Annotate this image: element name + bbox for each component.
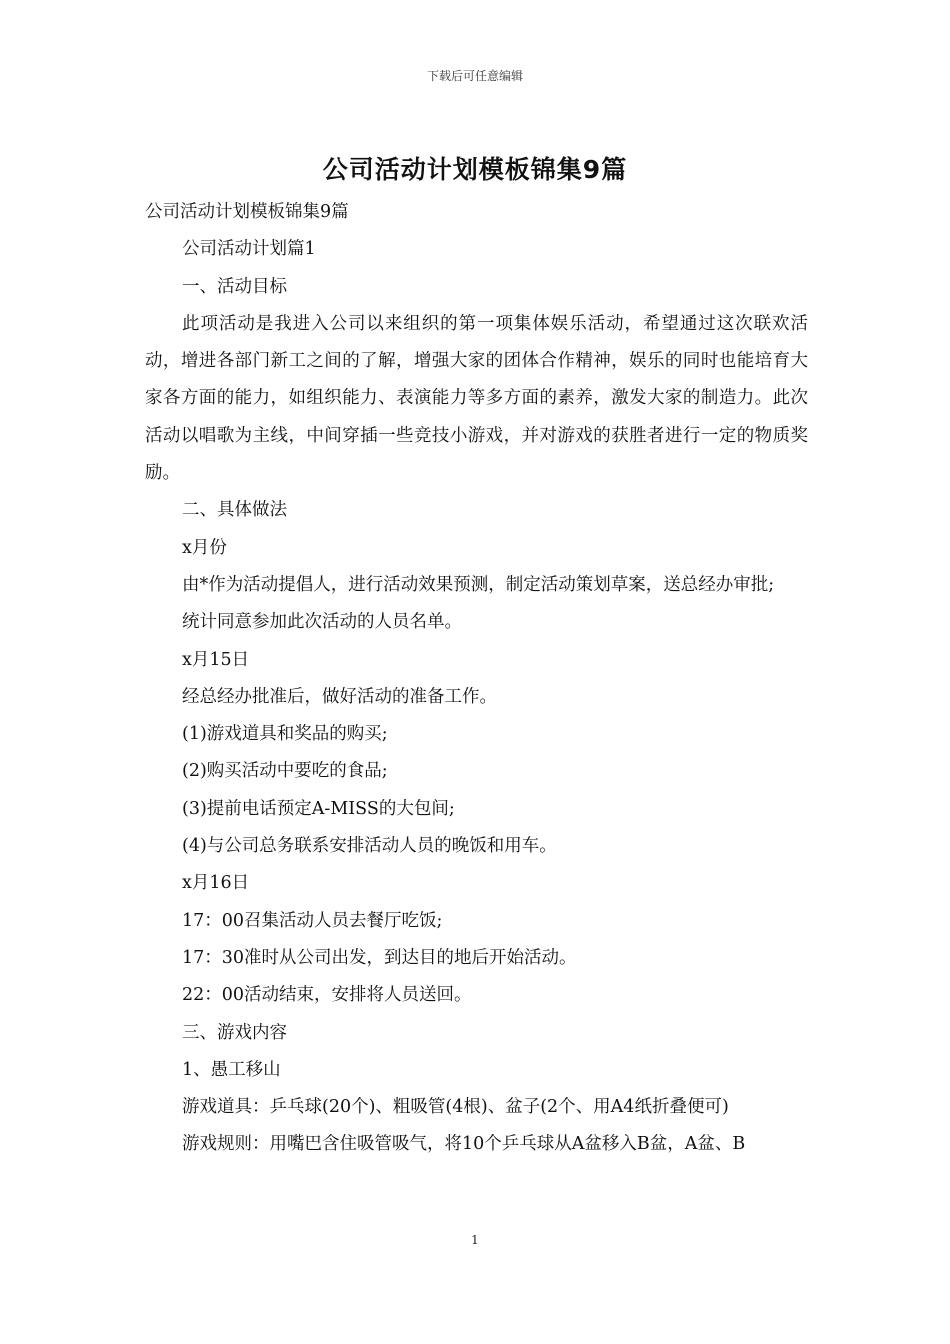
section-heading: 三、游戏内容 xyxy=(182,1022,287,1043)
paragraph: 17：00召集活动人员去餐厅吃饭; xyxy=(182,910,443,931)
section-heading: 一、活动目标 xyxy=(182,276,287,297)
list-item: (3)提前电话预定A-MISS的大包间; xyxy=(182,798,455,819)
paragraph: x月15日 xyxy=(182,649,250,670)
paragraph: 1、愚工移山 xyxy=(182,1059,281,1080)
paragraph: 公司活动计划模板锦集9篇 xyxy=(145,202,349,222)
paragraph: 17：30准时从公司出发，到达目的地后开始活动。 xyxy=(182,947,577,968)
paragraph: 此项活动是我进入公司以来组织的第一项集体娱乐活动，希望通过这次联欢活动，增进各部门新工之间的了解，增强大家的团体合作精神，娱乐的同时也能培育大家各方面的能力，如组织能力、表演能力等多方面的素养，激发大家的制造力。此次活动以唱歌为主线，中间穿插一些竞技小游戏，并对游戏的获胜者进行一定的物质奖励。 xyxy=(145,313,808,484)
paragraph: 22：00活动结束，安排将人员送回。 xyxy=(182,985,472,1006)
document-title: 公司活动计划模板锦集9篇 xyxy=(322,155,628,184)
list-item: (4)与公司总务联系安排活动人员的晚饭和用车。 xyxy=(182,836,557,857)
paragraph: 公司活动计划篇1 xyxy=(182,239,316,260)
paragraph: 统计同意参加此次活动的人员名单。 xyxy=(182,612,462,633)
page-header: 下载后可任意编辑 xyxy=(426,69,523,83)
paragraph: x月份 xyxy=(182,537,227,558)
paragraph: 经总经办批准后，做好活动的准备工作。 xyxy=(182,686,497,707)
list-item: (2)购买活动中要吃的食品; xyxy=(182,761,388,782)
paragraph: 由*作为活动提倡人，进行活动效果预测，制定活动策划草案，送总经办审批; xyxy=(182,574,775,595)
list-item: (1)游戏道具和奖品的购买; xyxy=(182,724,388,745)
paragraph: 游戏规则：用嘴巴含住吸管吸气，将10个乒乓球从A盆移入B盆，A盆、B xyxy=(182,1134,746,1155)
section-heading: 二、具体做法 xyxy=(182,500,287,521)
page-number: 1 xyxy=(471,1233,479,1247)
document-body xyxy=(145,194,808,1164)
paragraph: 游戏道具：乒乓球(20个)、粗吸管(4根)、盆子(2个、用A4纸折叠便可) xyxy=(182,1097,729,1118)
paragraph: x月16日 xyxy=(182,873,250,894)
